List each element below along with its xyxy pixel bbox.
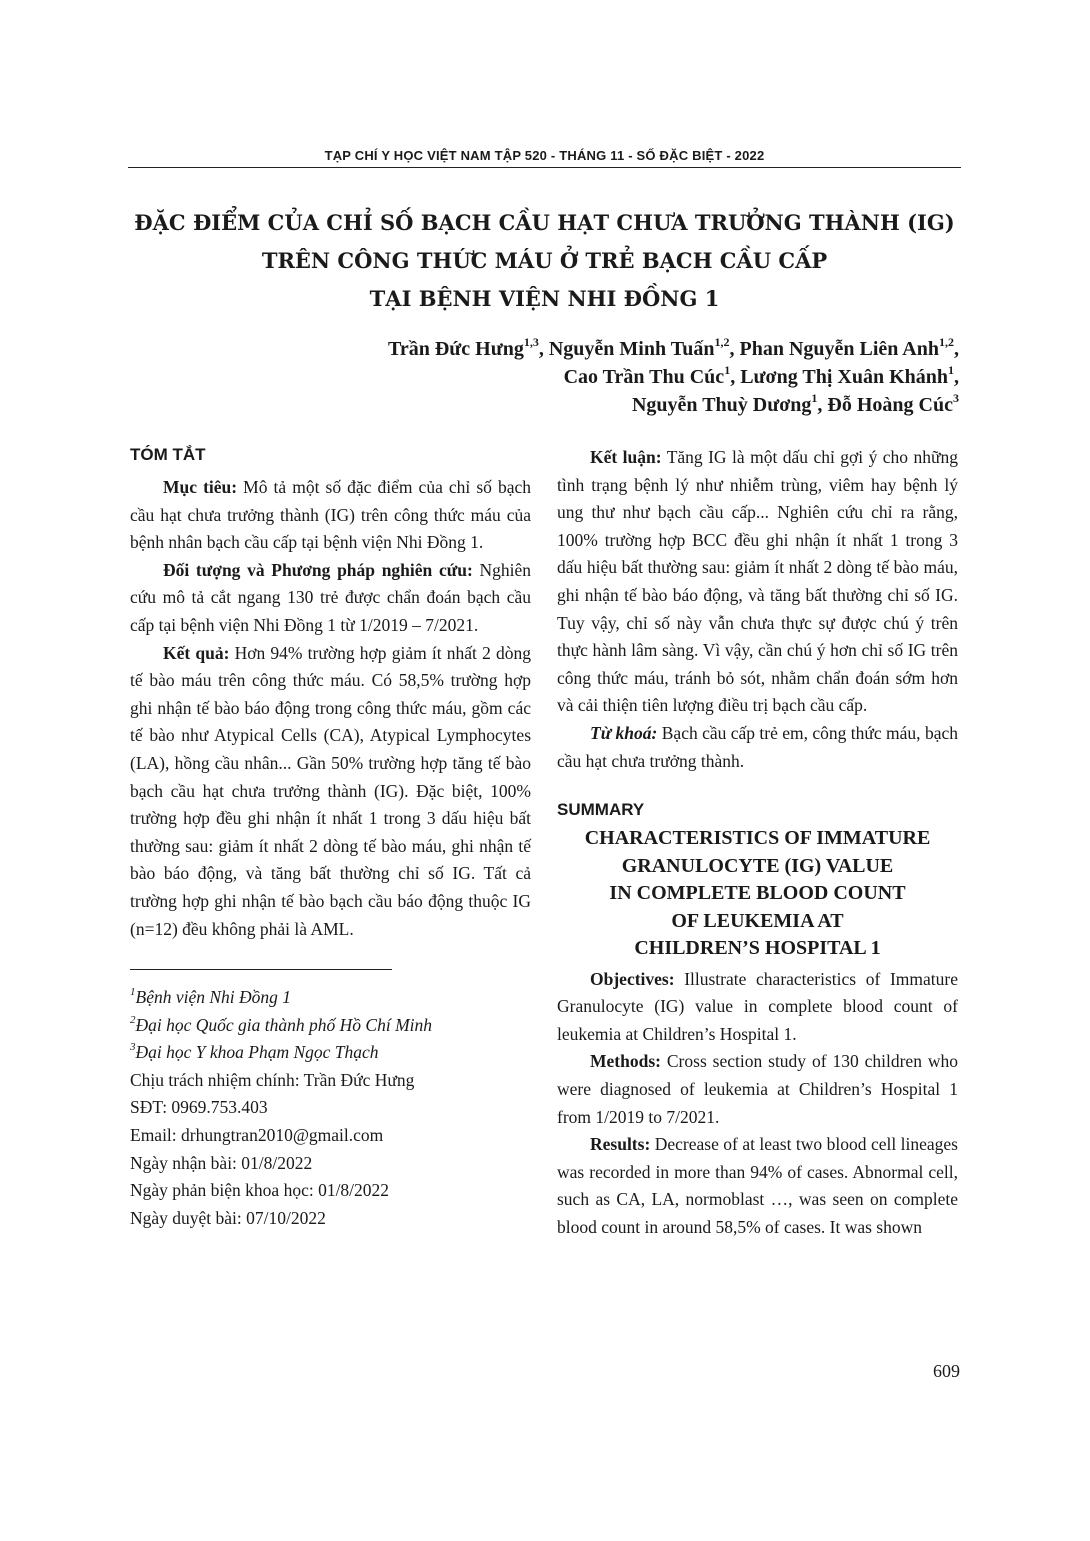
affiliation-2: [130, 1012, 531, 1040]
author-line: [388, 335, 959, 363]
affiliation-mark: 1,2: [939, 335, 954, 350]
author-name: Nguyễn Minh Tuấn: [548, 338, 715, 360]
affiliation-mark: 1: [948, 363, 954, 378]
left-column: [130, 444, 531, 1232]
conclusion-paragraph: [557, 444, 958, 720]
keywords-paragraph: [557, 720, 958, 775]
author-separator: ,: [954, 366, 959, 388]
english-title-line: GRANULOCYTE (IG) VALUE: [621, 854, 894, 877]
affiliation-mark: 1,2: [714, 335, 730, 350]
objectives-en-label: Objectives:: [590, 968, 675, 989]
results-en-label: Results:: [590, 1134, 651, 1155]
affiliation-text: Đại học Y khoa Phạm Ngọc Thạch: [135, 1042, 379, 1063]
affiliation-1: [130, 984, 531, 1012]
methods-en-text: Cross section study of 130 children who were diagnosed of leukemia at Children’s Hospital 1 from 1/2019 to 7/2021.: [557, 1051, 958, 1127]
author-separator: ,: [730, 366, 741, 388]
author-line: [388, 363, 959, 391]
abstract-heading-en: SUMMARY: [557, 800, 645, 820]
objective-paragraph: [130, 474, 531, 557]
methods-label: Đối tượng và Phương pháp nghiên cứu:: [163, 559, 473, 580]
english-title-line: IN COMPLETE BLOOD COUNT: [609, 882, 906, 905]
affiliation-text: Đại học Quốc gia thành phố Hồ Chí Minh: [135, 1014, 433, 1035]
methods-en-paragraph: [557, 1048, 958, 1131]
footnote-rule: [130, 969, 392, 970]
review-date: Ngày phản biện khoa học: 01/8/2022: [130, 1180, 390, 1201]
article-title: [128, 204, 961, 318]
received-date: Ngày nhận bài: 01/8/2022: [130, 1152, 313, 1173]
phone-number: SĐT: 0969.753.403: [130, 1097, 268, 1118]
affiliation-mark: 1: [724, 363, 731, 378]
methods-text: Nghiên cứu mô tả cắt ngang 130 trẻ được chẩn đoán bạch cầu cấp tại bệnh viện Nhi Đồng 1 từ 1/2019 – 7/2021.: [130, 559, 531, 635]
email-address: Email: drhungtran2010@gmail.com: [130, 1125, 384, 1146]
affiliation-3: [130, 1039, 531, 1067]
right-column: [557, 444, 958, 1242]
accepted-date: Ngày duyệt bài: 07/10/2022: [130, 1207, 326, 1228]
results-text: Hơn 94% trường hợp giảm ít nhất 2 dòng tế bào máu trên công thức máu. Có 58,5% trường hợp ghi nhận tế bào báo động trong công thức máu, gồm các tế bào như Atypical Cells (CA), Atypical Lymphocytes (LA), hồng cầu nhân... Gần 50% trường hợp tăng tế bào bạch cầu hạt chưa trưởng thành (IG). Đặc biệt, 100% trường hợp đều ghi nhận ít nhất 1 trong 3 dấu hiệu bất thường sau: giảm ít nhất 2 dòng tế bào máu, ghi nhận tế bào báo động, và tăng bất thường chỉ số IG. Tất cả trường hợp ghi nhận tế bào bạch cầu báo động thuộc IG (n=12) đều không phải là AML.: [130, 642, 532, 939]
conclusion-label: Kết luận:: [590, 447, 662, 467]
author-separator: ,: [954, 338, 959, 360]
author-name: Đỗ Hoàng Cúc: [827, 394, 953, 416]
corresponding-author: Chịu trách nhiệm chính: Trần Đức Hưng: [130, 1069, 415, 1090]
affiliation-mark: 1,3: [523, 335, 539, 350]
author-list: [388, 335, 959, 419]
author-separator: ,: [817, 394, 828, 416]
results-paragraph: [130, 640, 531, 944]
abstract-heading-vi: TÓM TẮT: [130, 445, 206, 464]
english-title-line: OF LEUKEMIA AT: [671, 909, 844, 932]
author-separator: ,: [729, 338, 740, 360]
english-title: [557, 825, 958, 963]
objective-text: Mô tả một số đặc điểm của chỉ số bạch cầu hạt chưa trưởng thành (IG) trên công thức máu của bệnh nhân bạch cầu cấp tại bệnh viện Nhi Đồng 1.: [130, 477, 531, 553]
keywords-label: Từ khoá:: [590, 722, 658, 743]
author-separator: ,: [538, 338, 549, 360]
affiliation-text: Bệnh viện Nhi Đồng 1: [135, 987, 292, 1008]
author-name: Trần Đức Hưng: [387, 338, 524, 360]
author-line: [388, 391, 959, 419]
title-line: ĐẶC ĐIỂM CỦA CHỈ SỐ BẠCH CẦU HẠT CHƯA TRƯỞNG THÀNH (IG): [134, 210, 955, 235]
methods-en-label: Methods:: [590, 1051, 661, 1072]
objective-label: Mục tiêu:: [163, 477, 238, 497]
affiliation-mark: 3: [130, 1041, 136, 1054]
title-line: TRÊN CÔNG THỨC MÁU Ở TRẺ BẠCH CẦU CẤP: [261, 248, 828, 273]
header-rule: [128, 167, 961, 168]
title-line: TẠI BỆNH VIỆN NHI ĐỒNG 1: [369, 286, 720, 311]
affiliation-mark: 1: [811, 391, 818, 406]
results-en-text: Decrease of at least two blood cell lineages was recorded in more than 94% of cases. Abnormal cell, such as CA, LA, normoblast …, was seen on complete blood count in around 58,5% of cases. It was shown: [557, 1134, 958, 1237]
english-title-line: CHILDREN’S HOSPITAL 1: [634, 937, 881, 960]
affiliation-mark: 1: [130, 986, 136, 999]
affiliation-mark: 3: [953, 391, 959, 406]
objectives-en-paragraph: [557, 966, 958, 1049]
results-en-paragraph: [557, 1131, 958, 1241]
page-number: 609: [933, 1361, 960, 1381]
conclusion-text: Tăng IG là một dấu chỉ gợi ý cho những tình trạng bệnh lý như nhiễm trùng, viêm hay bệnh lý ung thư như bạch cầu cấp... Nghiên cứu chỉ ra rằng, 100% trường hợp BCC đều ghi nhận ít nhất 1 trong 3 dấu hiệu bất thường sau: giảm ít nhất 2 dòng tế bào máu, ghi nhận tế bào báo động, và tăng bất thường chỉ số IG. Tuy vậy, chỉ số này vẫn chưa thực sự được chú ý trên thực hành lâm sàng. Vì vậy, cần chú ý hơn chỉ số IG trên công thức máu, tránh bỏ sót, nhằm chẩn đoán sớm hơn và cải thiện tiên lượng điều trị bạch cầu cấp.: [557, 447, 958, 716]
author-name: Phan Nguyễn Liên Anh: [739, 338, 939, 360]
english-title-line: CHARACTERISTICS OF IMMATURE: [584, 827, 931, 850]
author-name: Lương Thị Xuân Khánh: [740, 366, 948, 388]
results-label: Kết quả:: [163, 642, 230, 663]
objectives-en-text: Illustrate characteristics of Immature Granulocyte (IG) value in complete blood count of leukemia at Children’s Hospital 1.: [557, 968, 958, 1044]
author-name: Nguyễn Thuỳ Dương: [631, 394, 812, 416]
author-name: Cao Trần Thu Cúc: [563, 366, 725, 388]
affiliation-mark: 2: [130, 1013, 136, 1026]
running-head: TẠP CHÍ Y HỌC VIỆT NAM TẬP 520 - THÁNG 11 - SỐ ĐẶC BIỆT - 2022: [324, 148, 765, 163]
methods-paragraph: [130, 557, 531, 640]
keywords-text: Bạch cầu cấp trẻ em, công thức máu, bạch cầu hạt chưa trưởng thành.: [557, 722, 958, 771]
